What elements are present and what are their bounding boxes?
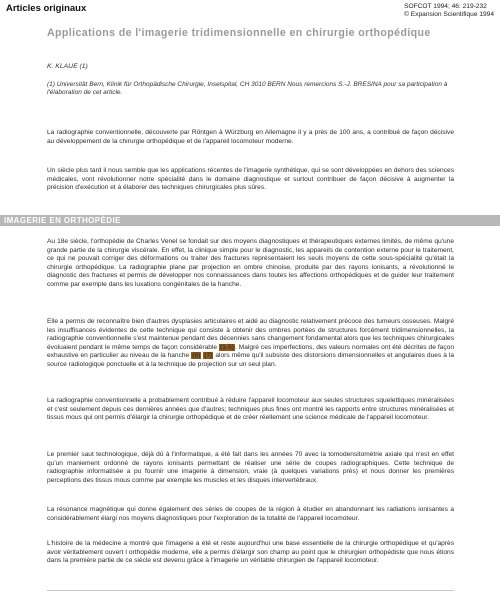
intro-paragraph-1: La radiographie conventionnelle, découverte par Röntgen à Würzburg en Allemagne il y a près de 100 ans, a contribué de façon décisive au développement de la chirurgie orthopédique et de l'appareil locomoteur moderne. (47, 129, 454, 145)
section-title: IMAGERIE EN ORTHOPÉDIE (4, 216, 121, 225)
section-paragraph-6: L'histoire de la médecine a montré que l'imagerie a été et reste aujourd'hui une base essentielle de la chirurgie orthopédique et qu'après avoir véritablement ouvert l orthopédie moderne, elle a permis d'élargir son champ au point que le chirurgien orthopédiste que nous étions dans la première partie de ce siècle est devenu grâce à l'imagerie un véritable chirurgien de l'appareil locomoteur. (47, 540, 454, 565)
intro-paragraph-2: Un siècle plus tard il nous semble que les applications récentes de l'imagerie synthétique, qui se sont développées en dehors des sciences médicales, vont révolutionner notre spécialité dans le domaine diagnostique et surtout contribuer de façon décisive à augmenter la précision d'exécution et à élaborer des techniques chirurgicales plus sûres. (47, 167, 454, 192)
section-label: Articles originaux (6, 3, 87, 14)
section-paragraph-5: La résonance magnétique qui donne également des séries de coupes de la région à étudier en abandonnant les radiations ionisantes a considérablement élargi nos moyens diagnostiques pour l'exploration de la totalité de l'appareil locomoteur. (47, 506, 454, 522)
journal-header (404, 3, 494, 19)
author-affiliation: (1) Universität Bern, Klinik für Orthopädische Chirurgie, Inselspital, CH 3010 BERN Nous remercions S.-J. BRESINA pour sa participation à l'élaboration de cet article. (47, 81, 448, 97)
citation-link[interactable]: (6) (192, 352, 201, 360)
section-paragraph-3: La radiographie conventionnelle a probablement contribué à réduire l'appareil locomoteur aux seules structures squelettiques minéralisées et c'est seulement depuis ces dernières années que d'autres; techniques plus fines ont montré les rapports entre structures minéralisées et tissus mous qui ont permis d'élargir la chirurgie orthopédique et de créer réellement une science médicale de l'appareil locomoteur. (47, 397, 454, 422)
citation-link[interactable]: (1-5) (220, 343, 234, 351)
paragraph-text: . Malgré ces imperfections, des valeurs normales ont été décrites de façon exhaustive en particulier au niveau de la hanche (47, 343, 454, 360)
paragraph-text: Elle a permis de reconnaître bien d'autres dysplasies articulaires et aidé au diagnostic relativement précoce des tumeurs osseuses. Malgré les insuffisances évidentes de cette technique qui consiste à obtenir des ombres portées de structures forcément tridimensionnelles, la radiographie conventionnelle s'est maintenue pendant des décennies sans changement fondamental alors que les techniques chirurgicales évoluaient pendant le même temps de façon considérable (47, 318, 454, 351)
section-header-bar (0, 215, 500, 226)
citation-link[interactable]: (7) (204, 352, 213, 360)
section-paragraph-4: Le premier saut technologique, déjà dû à l'informatique, a été fait dans les années 70 avec la tomodensitométrie axiale qui n'est en effet qu'un maniement ordonné de rayons ionisants permettant de réaliser une série de coupes radiographiques. Cette technique de radiographie informatisée a pu fournir une imagerie à dimension, vraie (à quelques variations près) et nous donner les premières perceptions des tissus mous comme par exemple les muscles et les disques intervertébraux. (47, 451, 454, 484)
article-title: Applications de l'imagerie tridimensionnelle en chirurgie orthopédique (47, 27, 431, 39)
article-author: K. KLAUE (1) (47, 63, 88, 70)
paragraph-text: alors même qu'il subsiste des distorsions dimensionnelles et angulaires dues à la source radiologique ponctuelle et à la technique de projection sur un seul plan. (47, 352, 454, 368)
footer-divider (47, 590, 454, 591)
section-paragraph-2 (47, 318, 454, 370)
journal-reference: SOFCOT 1994; 46: 219-232 (404, 3, 487, 10)
section-paragraph-1: Au 18e siècle, l'orthopédie de Charles Venel se fondait sur des moyens diagnostiques et thérapeutiques externes limités, de même qu'une grande partie de la chirurgie viscérale. En effet, la clinique simple pour le diagnostic, les appareils de contention externe pour le traitement, ce qui ne pouvait corriger des déformations ou traiter des fractures représentaient les seuls moyens de cette sous-spécialité qu'était la chirurgie orthopédique. La radiographie plane par projection en ombre chinoise, produite par des rayons ionisants, a révolutionné le diagnostic des fractures et permis de développer nos connaissances dans toutes les affections orthopédiques et de guider leur traitement comme par exemple dans les luxations congénitales de la hanche. (47, 238, 454, 288)
publisher-copyright: © Expansion Scientifique 1994 (404, 11, 494, 18)
